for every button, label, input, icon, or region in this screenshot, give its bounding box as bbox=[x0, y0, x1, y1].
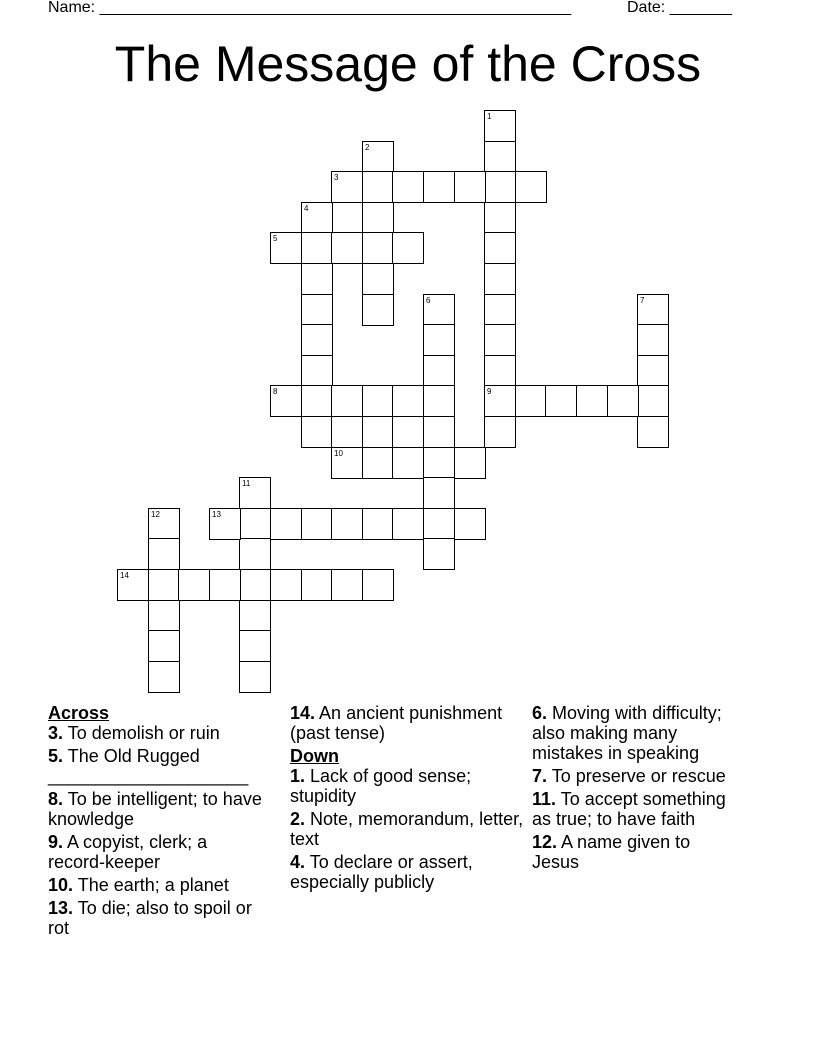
clue-text: The earth; a planet bbox=[77, 875, 229, 895]
crossword-cell[interactable] bbox=[515, 385, 547, 417]
clue-text: To demolish or ruin bbox=[67, 723, 220, 743]
crossword-cell[interactable] bbox=[239, 538, 271, 570]
crossword-cell[interactable] bbox=[637, 324, 669, 356]
crossword-cell[interactable] bbox=[301, 416, 333, 448]
clue-number: 8. bbox=[48, 789, 64, 809]
crossword-cell[interactable] bbox=[637, 355, 669, 387]
down-heading: Down bbox=[290, 746, 339, 766]
crossword-cell[interactable] bbox=[392, 447, 424, 479]
crossword-cell[interactable] bbox=[423, 538, 455, 570]
crossword-cell[interactable] bbox=[454, 508, 486, 540]
clue-number: 9. bbox=[48, 832, 64, 852]
clue-text: A name given to Jesus bbox=[532, 832, 691, 872]
across-heading: Across bbox=[48, 703, 110, 723]
clue-number-label: 4 bbox=[304, 204, 309, 213]
crossword-cell[interactable] bbox=[148, 630, 180, 662]
clue-number: 3. bbox=[48, 723, 64, 743]
crossword-cell[interactable] bbox=[454, 171, 486, 203]
clue-number: 10. bbox=[48, 875, 74, 895]
clue-across-8 bbox=[48, 789, 268, 829]
clue-across-10 bbox=[48, 875, 268, 895]
clue-number: 4. bbox=[290, 852, 306, 872]
clue-number-label: 10 bbox=[334, 449, 343, 458]
crossword-cell[interactable] bbox=[301, 232, 333, 264]
crossword-cell[interactable] bbox=[362, 202, 394, 234]
crossword-cell[interactable] bbox=[331, 447, 363, 479]
crossword-cell[interactable] bbox=[484, 355, 516, 387]
clues-column-3 bbox=[532, 703, 742, 875]
crossword-cell[interactable] bbox=[637, 294, 669, 326]
clue-text: A copyist, clerk; a record-keeper bbox=[48, 832, 208, 872]
crossword-cell[interactable] bbox=[392, 416, 424, 448]
crossword-cell[interactable] bbox=[637, 385, 669, 417]
crossword-cell[interactable] bbox=[362, 569, 394, 601]
crossword-cell[interactable] bbox=[392, 171, 424, 203]
crossword-cell[interactable] bbox=[423, 294, 455, 326]
clue-number-label: 2 bbox=[365, 143, 370, 152]
crossword-cell[interactable] bbox=[301, 355, 333, 387]
crossword-cell[interactable] bbox=[148, 569, 180, 601]
clue-number: 11. bbox=[532, 789, 557, 809]
crossword-cell[interactable] bbox=[270, 508, 302, 540]
crossword-cell[interactable] bbox=[301, 508, 333, 540]
clue-number-label: 11 bbox=[242, 479, 251, 488]
crossword-cell[interactable] bbox=[362, 294, 394, 326]
crossword-cell[interactable] bbox=[454, 447, 486, 479]
crossword-cell[interactable] bbox=[117, 569, 149, 601]
clue-number: 14. bbox=[290, 703, 316, 723]
clue-number: 2. bbox=[290, 809, 306, 829]
crossword-cell[interactable] bbox=[301, 324, 333, 356]
crossword-cell[interactable] bbox=[576, 385, 608, 417]
crossword-cell[interactable] bbox=[362, 263, 394, 295]
crossword-cell[interactable] bbox=[331, 508, 363, 540]
crossword-cell[interactable] bbox=[484, 294, 516, 326]
clue-number: 13. bbox=[48, 898, 74, 918]
crossword-cell[interactable] bbox=[301, 294, 333, 326]
page-title: The Message of the Cross bbox=[114, 36, 702, 92]
crossword-cell[interactable] bbox=[239, 630, 271, 662]
clue-down-1 bbox=[290, 766, 526, 806]
crossword-cell[interactable] bbox=[270, 569, 302, 601]
crossword-cell[interactable] bbox=[392, 385, 424, 417]
crossword-cell[interactable] bbox=[423, 385, 455, 417]
clue-across-13 bbox=[48, 898, 268, 938]
clue-number-label: 6 bbox=[426, 296, 431, 305]
clue-text: An ancient punishment (past tense) bbox=[290, 703, 503, 743]
clue-text: To preserve or rescue bbox=[551, 766, 726, 786]
crossword-cell[interactable] bbox=[484, 110, 516, 142]
name-field[interactable]: Name: _____________________________________________________ bbox=[48, 0, 572, 16]
crossword-cell[interactable] bbox=[484, 385, 516, 417]
clue-down-11 bbox=[532, 789, 742, 829]
crossword-cell[interactable] bbox=[423, 447, 455, 479]
crossword-cell[interactable] bbox=[362, 447, 394, 479]
clue-down-6 bbox=[532, 703, 742, 763]
crossword-cell[interactable] bbox=[423, 324, 455, 356]
crossword-cell[interactable] bbox=[362, 171, 394, 203]
clues-column-2 bbox=[290, 703, 526, 895]
crossword-cell[interactable] bbox=[484, 263, 516, 295]
clue-text: Moving with difficulty; also making many mistakes in speaking bbox=[532, 703, 722, 763]
crossword-cell[interactable] bbox=[423, 508, 455, 540]
crossword-cell[interactable] bbox=[362, 416, 394, 448]
clue-across-5 bbox=[48, 746, 268, 786]
crossword-cell[interactable] bbox=[362, 385, 394, 417]
clue-number-label: 5 bbox=[273, 234, 278, 243]
crossword-cell[interactable] bbox=[331, 569, 363, 601]
crossword-cell[interactable] bbox=[637, 416, 669, 448]
crossword-cell[interactable] bbox=[148, 600, 180, 632]
crossword-cell[interactable] bbox=[331, 171, 363, 203]
crossword-cell[interactable] bbox=[239, 508, 271, 540]
crossword-cell[interactable] bbox=[484, 232, 516, 264]
clue-text: Lack of good sense; stupidity bbox=[290, 766, 472, 806]
crossword-cell[interactable] bbox=[331, 416, 363, 448]
clue-text: To die; also to spoil or rot bbox=[48, 898, 252, 938]
crossword-cell[interactable] bbox=[362, 232, 394, 264]
crossword-cell[interactable] bbox=[148, 508, 180, 540]
crossword-cell[interactable] bbox=[392, 508, 424, 540]
crossword-cell[interactable] bbox=[239, 477, 271, 509]
clue-text: The Old Rugged ____________________ bbox=[48, 746, 249, 786]
clue-down-7 bbox=[532, 766, 742, 786]
clue-number-label: 12 bbox=[151, 510, 160, 519]
clue-down-4 bbox=[290, 852, 526, 892]
crossword-cell[interactable] bbox=[239, 600, 271, 632]
crossword-cell[interactable] bbox=[484, 416, 516, 448]
crossword-cell[interactable] bbox=[301, 263, 333, 295]
clue-text: To accept something as true; to have faith bbox=[532, 789, 726, 829]
crossword-cell[interactable] bbox=[301, 385, 333, 417]
crossword-cell[interactable] bbox=[239, 569, 271, 601]
clue-text: Note, memorandum, letter, text bbox=[290, 809, 524, 849]
clue-number-label: 13 bbox=[212, 510, 221, 519]
crossword-cell[interactable] bbox=[423, 416, 455, 448]
clue-across-3 bbox=[48, 723, 268, 743]
crossword-cell[interactable] bbox=[392, 232, 424, 264]
crossword-cell[interactable] bbox=[209, 569, 241, 601]
crossword-cell[interactable] bbox=[607, 385, 639, 417]
clue-number-label: 7 bbox=[640, 296, 645, 305]
clue-number-label: 9 bbox=[487, 387, 492, 396]
clues-column-1 bbox=[48, 703, 268, 941]
clue-number-label: 3 bbox=[334, 173, 339, 182]
crossword-cell[interactable] bbox=[545, 385, 577, 417]
clue-number: 5. bbox=[48, 746, 64, 766]
clue-number-label: 14 bbox=[120, 571, 129, 580]
crossword-cell[interactable] bbox=[270, 385, 302, 417]
crossword-cell[interactable] bbox=[484, 141, 516, 173]
crossword-cell[interactable] bbox=[423, 171, 455, 203]
crossword-cell[interactable] bbox=[148, 538, 180, 570]
clue-down-2 bbox=[290, 809, 526, 849]
clue-number: 1. bbox=[290, 766, 306, 786]
crossword-cell[interactable] bbox=[484, 171, 516, 203]
crossword-cell[interactable] bbox=[148, 661, 180, 693]
crossword-cell[interactable] bbox=[331, 232, 363, 264]
clue-across-14 bbox=[290, 703, 526, 743]
crossword-cell[interactable] bbox=[484, 202, 516, 234]
crossword-cell[interactable] bbox=[484, 324, 516, 356]
crossword-cell[interactable] bbox=[331, 385, 363, 417]
clue-number-label: 8 bbox=[273, 387, 278, 396]
crossword-cell[interactable] bbox=[423, 477, 455, 509]
clue-number: 7. bbox=[532, 766, 548, 786]
date-field[interactable]: Date: _______ bbox=[627, 0, 732, 16]
crossword-cell[interactable] bbox=[178, 569, 210, 601]
clue-text: To declare or assert, especially publicly bbox=[290, 852, 473, 892]
crossword-cell[interactable] bbox=[239, 661, 271, 693]
clue-number: 12. bbox=[532, 832, 558, 852]
clue-down-12 bbox=[532, 832, 742, 872]
crossword-cell[interactable] bbox=[423, 355, 455, 387]
crossword-cell[interactable] bbox=[301, 569, 333, 601]
crossword-cell[interactable] bbox=[301, 202, 333, 234]
crossword-cell[interactable] bbox=[362, 141, 394, 173]
clue-number-label: 1 bbox=[487, 112, 492, 121]
crossword-cell[interactable] bbox=[209, 508, 241, 540]
clue-number: 6. bbox=[532, 703, 548, 723]
crossword-cell[interactable] bbox=[362, 508, 394, 540]
clue-across-9 bbox=[48, 832, 268, 872]
clue-text: To be intelligent; to have knowledge bbox=[48, 789, 262, 829]
crossword-cell[interactable] bbox=[270, 232, 302, 264]
crossword-cell[interactable] bbox=[515, 171, 547, 203]
